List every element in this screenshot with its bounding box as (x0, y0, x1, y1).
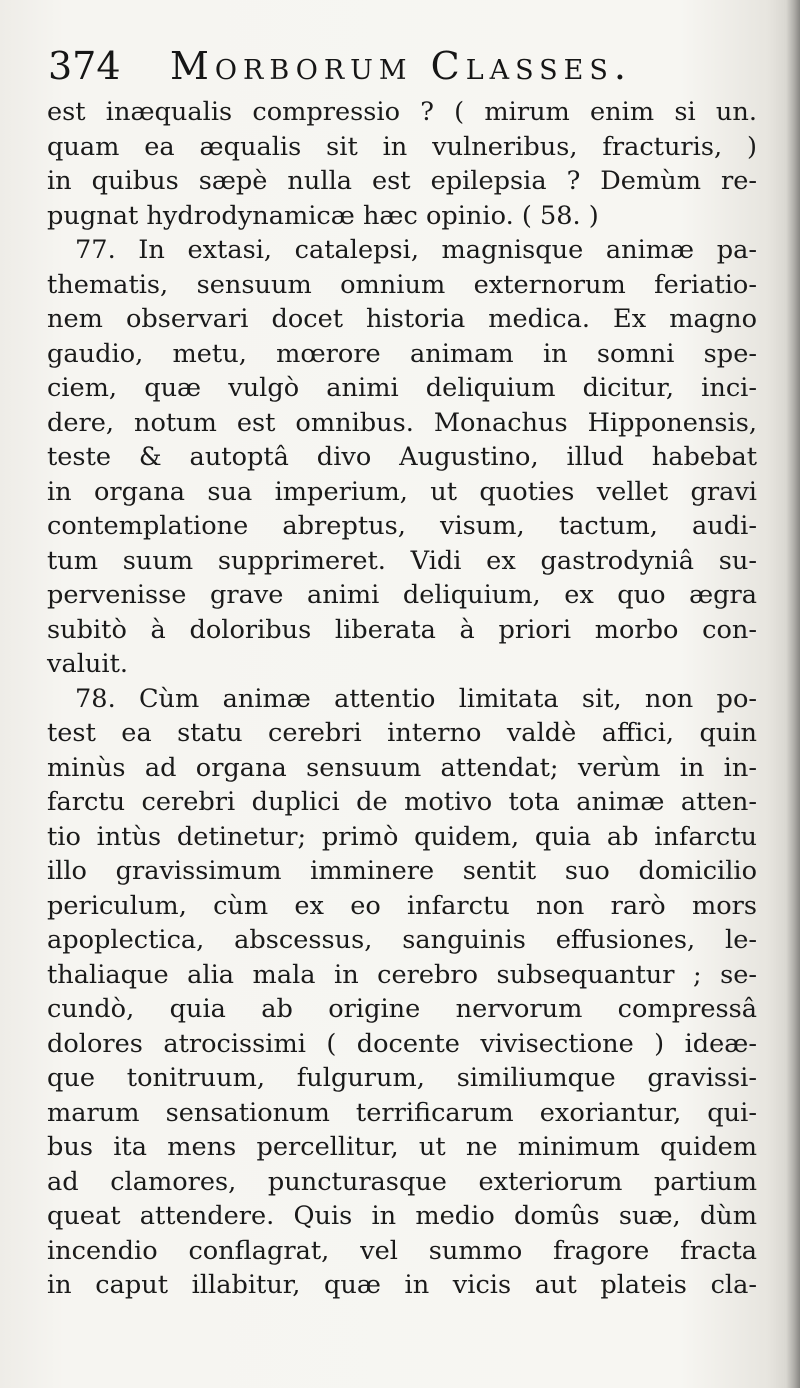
text-line: farctu cerebri duplici de motivo tota animæ atten- (47, 787, 757, 817)
text-line: test ea statu cerebri interno valdè affici, quin (47, 718, 757, 748)
text-line: tum suum supprimeret. Vidi ex gastrodyniâ su- (47, 545, 757, 576)
text-line: bus ita mens percellitur, ut ne minimum quidem (47, 1132, 757, 1162)
text-line: periculum, cùm ex eo infarctu non rarò mors (47, 890, 757, 921)
text-line: queat attendere. Quis in medio domûs suæ, dùm (47, 1201, 757, 1231)
text-line: contemplatione abreptus, visum, tactum, audi- (47, 511, 757, 541)
text-line: quam ea æqualis sit in vulneribus, fracturis, ) (47, 131, 757, 162)
text-line: pugnat hydrodynamicæ hæc opinio. ( 58. ) (47, 200, 599, 231)
text-line: ad clamores, puncturasque exteriorum partium (47, 1166, 757, 1197)
page-edge-shadow (786, 0, 800, 1388)
text-line: incendio conflagrat, vel summo fragore fracta (47, 1235, 757, 1266)
text-line: subitò à doloribus liberata à priori morbo con- (47, 614, 757, 645)
text-line: marum sensationum terrificarum exoriantur, qui- (47, 1097, 757, 1128)
text-line: dere, notum est omnibus. Monachus Hipponensis, (47, 407, 757, 438)
text-line: in organa sua imperium, ut quoties vellet gravi (47, 476, 757, 507)
paragraph-77-start: 77. In extasi, catalepsi, magnisque animæ pa- (75, 235, 757, 265)
text-line: minùs ad organa sensuum attendat; verùm in in- (47, 752, 757, 783)
page-number: 374 (48, 44, 121, 88)
body-text (47, 95, 757, 1303)
text-line: gaudio, metu, mœrore animam in somni spe- (47, 338, 757, 369)
text-line: illo gravissimum imminere sentit suo domicilio (47, 856, 757, 886)
text-line: in quibus sæpè nulla est epilepsia ? Demùm re- (47, 166, 757, 196)
text-line: tio intùs detinetur; primò quidem, quia ab infarctu (47, 821, 757, 852)
text-line: est inæqualis compressio ? ( mirum enim si un. (47, 97, 757, 127)
paragraph-78-start: 78. Cùm animæ attentio limitata sit, non po- (75, 683, 757, 714)
text-line: valuit. (47, 649, 128, 679)
text-line: thematis, sensuum omnium externorum feriatio- (47, 269, 757, 300)
text-line: ciem, quæ vulgò animi deliquium dicitur, inci- (47, 373, 757, 403)
text-line: in caput illabitur, quæ in vicis aut plateis cla- (47, 1270, 757, 1300)
text-line: apoplectica, abscessus, sanguinis effusiones, le- (47, 925, 757, 955)
text-line: nem observari docet historia medica. Ex magno (47, 304, 757, 334)
text-line: teste & autoptâ divo Augustino, illud habebat (47, 442, 757, 472)
text-line: que tonitruum, fulgurum, similiumque gravissi- (47, 1063, 757, 1093)
page-header (48, 40, 768, 88)
text-line: thaliaque alia mala in cerebro subsequantur ; se- (47, 959, 757, 990)
text-line: pervenisse grave animi deliquium, ex quo ægra (47, 580, 757, 610)
running-head: Morborum Classes. (170, 44, 632, 88)
text-line: dolores atrocissimi ( docente vivisectione ) ideæ- (47, 1028, 757, 1059)
text-line: cundò, quia ab origine nervorum compressâ (47, 994, 757, 1024)
